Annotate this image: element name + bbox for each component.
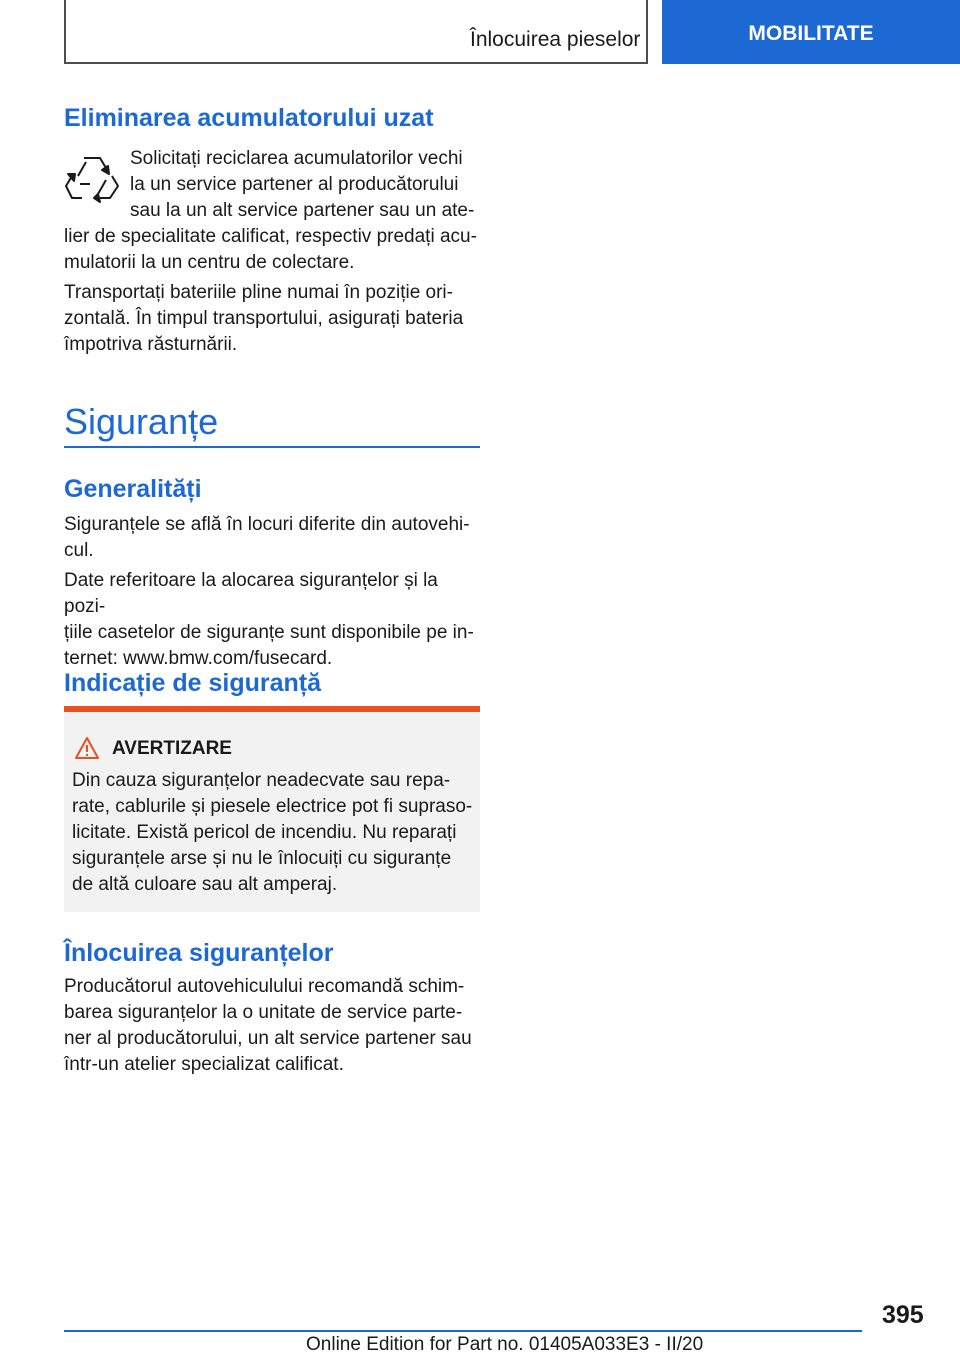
text-line: lier de specialitate calificat, respectiv predați acu-	[64, 226, 477, 247]
text-line: ner al producătorului, un alt service partener sau	[64, 1028, 472, 1049]
warning-triangle-icon	[74, 736, 100, 760]
text-line: într-un atelier specializat calificat.	[64, 1054, 344, 1075]
text-line: sau la un alt service partener sau un ate-	[130, 200, 475, 221]
page-number: 395	[882, 1301, 924, 1329]
text-line: cul.	[64, 540, 94, 561]
chapter-tab[interactable]	[662, 0, 960, 64]
text-line: Date referitoare la alocarea siguranțelor și la pozi-	[64, 570, 438, 617]
text-line: țiile casetelor de siguranțe sunt disponibile pe in-	[64, 622, 474, 643]
warning-text	[72, 768, 476, 898]
safety-heading: Indicație de siguranță	[64, 669, 322, 697]
warning-title: AVERTIZARE	[112, 738, 232, 759]
text-line: Solicitați reciclarea acumulatorilor vechi	[130, 148, 463, 169]
warning-box	[64, 706, 480, 912]
footer-edition: Online Edition for Part no. 01405A033E3 - II/20	[306, 1334, 704, 1355]
text-line: Siguranțele se află în locuri diferite din autovehi-	[64, 514, 470, 535]
battery-para1-tail	[64, 224, 480, 276]
fuses-title: Siguranțe	[64, 402, 480, 448]
replace-para	[64, 974, 480, 1078]
text-line: ternet: www.bmw.com/fusecard.	[64, 648, 333, 669]
replace-heading: Înlocuirea siguranțelor	[64, 939, 334, 967]
section-title: Înlocuirea pieselor	[470, 28, 641, 51]
text-line: mulatorii la un centru de colectare.	[64, 252, 355, 273]
text-line: zontală. În timpul transportului, asigurați bateria	[64, 308, 464, 329]
text-line: Transportați bateriile pline numai în poziție ori-	[64, 282, 453, 303]
text-line: de altă culoare sau alt amperaj.	[72, 874, 338, 895]
general-para2	[64, 568, 480, 672]
text-line: la un service partener al producătorului	[130, 174, 459, 195]
text-line: siguranțele arse și nu le înlocuiți cu siguranțe	[72, 848, 452, 869]
text-line: împotriva răsturnării.	[64, 334, 238, 355]
general-heading: Generalități	[64, 475, 202, 503]
text-line: Din cauza siguranțelor neadecvate sau repa-	[72, 770, 451, 791]
text-line: Producătorul autovehiculului recomandă schim-	[64, 976, 465, 997]
footer-divider	[64, 1330, 862, 1332]
battery-para2	[64, 280, 480, 358]
chapter-tab-label: MOBILITATE	[748, 22, 874, 45]
general-para1	[64, 512, 480, 564]
text-line: barea siguranțelor la o unitate de service parte-	[64, 1002, 463, 1023]
battery-para1-head	[130, 146, 480, 224]
battery-heading: Eliminarea acumulatorului uzat	[64, 104, 434, 132]
text-line: licitate. Există pericol de incendiu. Nu reparați	[72, 822, 457, 843]
recycle-icon	[64, 150, 120, 204]
text-line: rate, cablurile și piesele electrice pot fi supraso-	[72, 796, 473, 817]
